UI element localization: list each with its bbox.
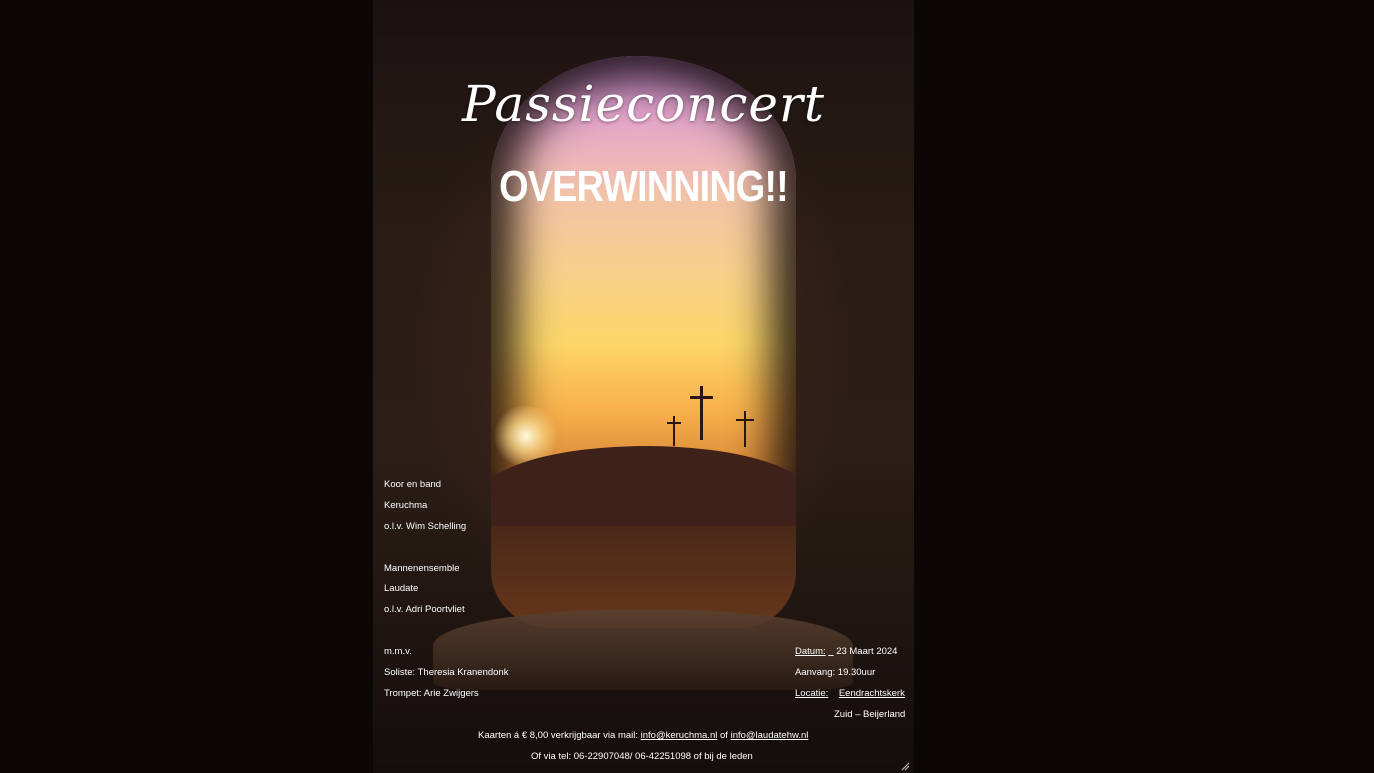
rock-ledge [433,610,853,690]
phone-line: Of via tel: 06-22907048/ 06-42251098 of bij de leden [531,751,753,762]
title-main: OVERWINNING!! [499,162,788,211]
poster [373,0,914,773]
left-line-7: m.m.v. [384,646,412,657]
cross-center-horizontal [690,396,713,399]
left-line-6: o.l.v. Adri Poortvliet [384,604,465,615]
resize-grip-icon[interactable] [901,762,910,771]
cross-left-horizontal [667,422,681,424]
left-line-9: Trompet: Arie Zwijgers [384,688,479,699]
tomb-opening-image [491,56,796,628]
cross-left-vertical [673,416,675,446]
left-line-8: Soliste: Theresia Kranendonk [384,667,509,678]
left-line-1: Koor en band [384,479,442,490]
left-line-3: o.l.v. Wim Schelling [384,521,467,532]
email-link-keruchma[interactable]: info@keruchma.nl [640,730,718,741]
locatie-city: Zuid – Beijerland [834,709,906,720]
left-line-4: Mannenensemble [384,563,460,574]
email-link-laudate[interactable]: info@laudatehw.nl [730,730,809,741]
aanvang: Aanvang: 19.30uur [795,667,876,678]
datum-row [795,646,897,657]
tickets-line [478,730,808,741]
locatie-spacer [831,688,836,699]
locatie-label: Locatie: [795,688,829,699]
datum-spacer [828,646,833,657]
left-line-5: Laudate [384,583,419,594]
cross-right-vertical [744,411,746,447]
tickets-of: of [720,730,728,741]
locatie-value: Eendrachtskerk [838,688,905,699]
cross-right-horizontal [736,419,754,421]
datum-value: 23 Maart 2024 [836,646,898,657]
title-script: Passieconcert [462,75,825,133]
datum-label: Datum: [795,646,826,657]
left-line-2: Keruchma [384,500,428,511]
locatie-row [795,688,905,699]
tickets-prefix: Kaarten á € 8,00 verkrijgbaar via mail: [478,730,638,741]
cross-center-vertical [700,386,703,440]
